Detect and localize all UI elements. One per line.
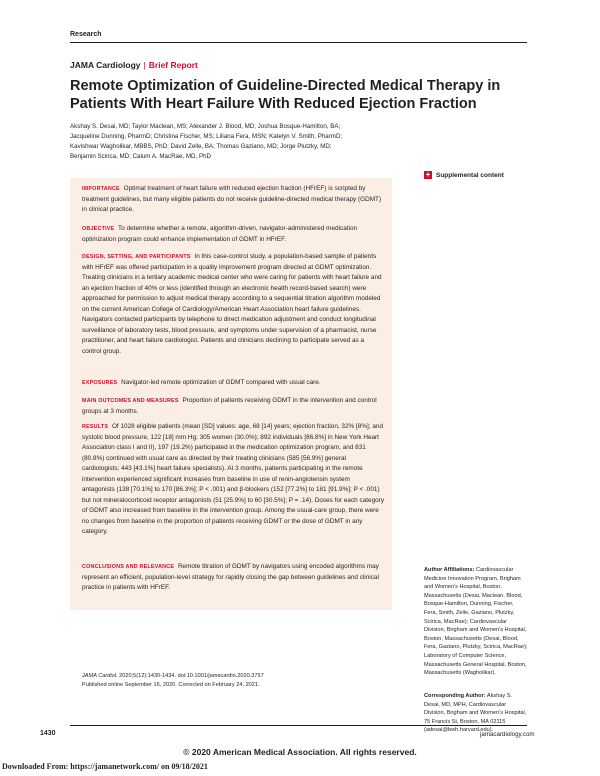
author-list: [70, 122, 370, 162]
abstract-box: [70, 178, 392, 610]
citation-published: Published online September 16, 2020. Corrected on February 24, 2021.: [82, 681, 260, 688]
objective-text: To determine whether a remote, algorithm-driven, navigator-administered medication optimization program could enhance implementation of GDMT in HFrEF.: [82, 225, 358, 243]
citation: [82, 672, 342, 689]
affiliations-text: Cardiovascular Medicine Innovation Program, Brigham and Women's Hospital, Boston, Massachusetts (Desai, Maclean, Blood, Bosque-Hamilton, Dunning, Fischer, Fera, Smith, Zelle, Gaziano, Plutzky, Scirica, MacRae); Cardiovascular Division, Brigham and Women's Hospital, Boston, Massachusetts (Desai, Blood, Fera, Gaziano, Plutzky, Scirica, MacRae); Laboratory of Computer Science, Massachusetts General Hospital, Boston, Massachusetts (Wagholikar).: [424, 567, 528, 677]
citation-journal: JAMA Cardiol.: [82, 673, 118, 679]
abstract-importance: [82, 184, 384, 216]
citation-details: 2020;5(12):1430-1434. doi:10.1001/jamacardio.2020.3757: [119, 673, 264, 679]
journal-website: jamacardiology.com: [480, 731, 535, 738]
author-affiliations: [424, 566, 528, 678]
abstract-conclusions: [82, 562, 384, 594]
supplemental-content-label: Supplemental content: [436, 171, 504, 179]
importance-label: IMPORTANCE: [82, 186, 120, 192]
design-label: DESIGN, SETTING, AND PARTICIPANTS: [82, 254, 191, 260]
results-label: RESULTS: [82, 424, 109, 430]
corresponding-author: [424, 692, 528, 735]
article-type: Brief Report: [148, 60, 198, 70]
exposures-label: EXPOSURES: [82, 380, 118, 386]
exposures-text: Navigator-led remote optimization of GDMT compared with usual care.: [121, 379, 321, 386]
abstract-outcomes: [82, 396, 384, 417]
download-stamp: Downloaded From: https://jamanetwork.com/ on 09/18/2021: [2, 762, 208, 771]
supplemental-content-link[interactable]: [424, 171, 504, 179]
conclusions-label: CONCLUSIONS AND RELEVANCE: [82, 564, 175, 570]
abstract-design: [82, 252, 384, 357]
outcomes-label: MAIN OUTCOMES AND MEASURES: [82, 398, 179, 404]
page-number: 1430: [40, 730, 56, 737]
abstract-results: [82, 422, 384, 538]
outcomes-text: Proportion of patients receiving GDMT in the intervention and control groups at 3 months.: [82, 397, 377, 415]
journal-heading: [70, 60, 198, 70]
author-line: Akshay S. Desai, MD; Taylor Maclean, MS; Alexander J. Blood, MD; Joshua Bosque-Hamilton, BA;: [70, 123, 341, 130]
corresponding-text: Akshay S. Desai, MD, MPH, Cardiovascular Division, Brigham and Women's Hospital, 75 Francis St, Boston, MA 02115 (adesai@bwh.harvard.edu).: [424, 693, 527, 734]
plus-icon: +: [425, 170, 431, 179]
copyright-notice: © 2020 American Medical Association. All rights reserved.: [183, 747, 417, 757]
author-line: Benjamin Scirica, MD; Calum A. MacRae, MD, PhD: [70, 153, 211, 160]
article-title: Remote Optimization of Guideline-Directed Medical Therapy in Patients With Heart Failure With Reduced Ejection Fraction: [70, 78, 501, 112]
conclusions-text: Remote titration of GDMT by navigators using encoded algorithms may represent an efficient, population-level strategy for rapidly closing the gap between guidelines and clinical practice in patients with HFrEF.: [82, 563, 379, 591]
section-label: Research: [70, 31, 102, 38]
abstract-exposures: [82, 378, 384, 389]
corresponding-label: Corresponding Author:: [424, 693, 486, 699]
journal-name: JAMA Cardiology: [70, 60, 141, 70]
importance-text: Optimal treatment of heart failure with reduced ejection fraction (HFrEF) is scripted by treatment guidelines, but many eligible patients do not receive guideline-directed medical therapy (GDMT) in clinical practice.: [82, 185, 382, 213]
results-text: Of 1028 eligible patients (mean [SD] values: age, 68 [14] years; ejection fraction, 32% [8%]; and systolic blood pressure, 122 [18] mm Hg; 305 women (30.0%); 892 individuals [86.8%] in New York Heart Association class I and II), 197 (19.2%) participated in the medication optimization program, and 831 (80.8%) continued with usual care as directed by their treating clinicians (585 [56.9%] general cardiologists; 443 [43.1%] heart failure specialists). At 3 months, patients participating in the remote intervention experienced significant increases from baseline in use of renin-angiotensin system antagonists (138 [70.1%] to 170 [86.3%]; P < .001) and β-blockers (152 [77.2%] to 181 [91.9%]; P < .001) but not mineralocorticoid receptor antagonists (51 [25.9%] to 60 [30.5%]; P = .14). Doses for each category of GDMT also increased from baseline in the intervention group. Among the usual-care group, there were no changes from baseline in the proportion of patients receiving GDMT or the dose of GDMT in any category.: [82, 423, 385, 535]
header-rule: [70, 42, 527, 43]
journal-separator: |: [143, 60, 146, 70]
author-line: Jacqueline Dunning, PharmD; Christina Fischer, MS; Liliana Fera, MSN; Katelyn V. Smith, PharmD;: [70, 133, 343, 140]
objective-label: OBJECTIVE: [82, 226, 115, 232]
author-line: Kavishwar Wagholikar, MBBS, PhD; David Zelle, BA; Thomas Gaziano, MD; Jorge Plutzky, MD;: [70, 143, 332, 150]
affiliations-label: Author Affiliations:: [424, 567, 475, 573]
design-text: In this case-control study, a population-based sample of patients with HFrEF was offered participation in a quality improvement program directed at GDMT optimization. Treating clinicians in a tertiary academic medical center who were caring for patients with heart failure and an ejection fraction of 40% or less (identified through an electronic health record-based search) were approached for permission to adjust medical therapy according to a sequential titration algorithm modeled on the current American College of Cardiology/American Heart Association heart failure guidelines. Navigators contacted participants by telephone to direct medication adjustment and conduct longitudinal surveillance of laboratory tests, blood pressure, and symptoms under supervision of a pharmacist, nurse practitioner, and heart failure cardiologist. Patients and clinicians declining to participate served as a control group.: [82, 253, 382, 355]
abstract-objective: [82, 224, 384, 245]
footer-rule: [70, 725, 527, 726]
